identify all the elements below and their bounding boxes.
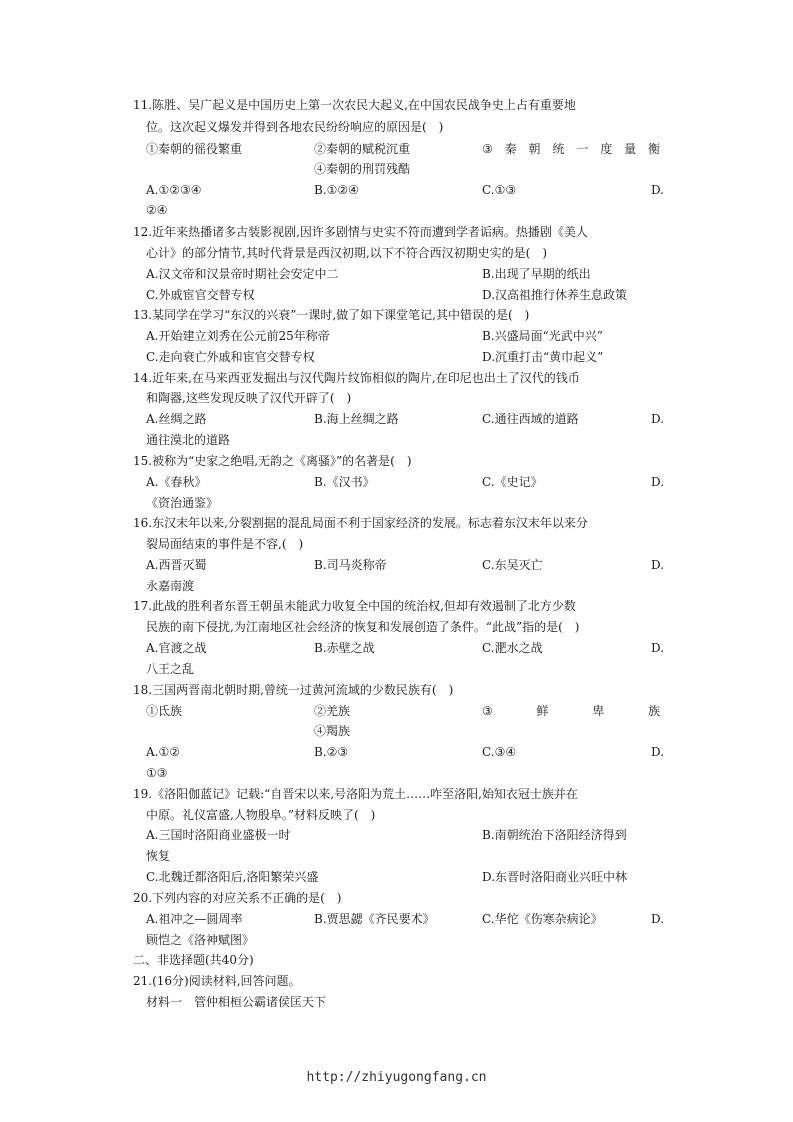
q11-statement-3-char: 量 [624,142,637,156]
q11-option-d-text: ②④ [146,203,168,217]
q12-option-b: B.出现了早期的纸出 [482,267,591,281]
q11-statement-3-char: 朝 [528,142,541,156]
q11-statement-3 [482,141,660,157]
q11-statement-2: ②秦朝的赋税沉重 [314,142,411,156]
q19-option-b: B.南朝统治下洛阳经济得到 [482,828,627,842]
q20-option-d: D. [651,912,665,926]
q15-option-d-text: 《资治通鉴》 [146,496,219,510]
q18-option-c: C.③④ [482,745,517,759]
q19-option-b-text: 恢复 [146,849,171,863]
q18-statement-2: ②羌族 [314,704,351,718]
q13-stem-line1: 13.某同学在学习“东汉的兴衰”一课时,做了如下课堂笔记,其中错误的是( ) [133,308,530,322]
q12-stem-line2: 心计》的部分情节,其时代背景是西汉初期,以下不符合西汉初期史实的是( ) [146,246,547,260]
q15-option-b: B.《汉书》 [314,475,375,489]
q18-option-b: B.②③ [314,745,349,759]
q16-option-b: B.司马炎称帝 [314,558,387,572]
q11-statement-3-char: 秦 [504,142,517,156]
q20-option-d-text: 顾恺之《洛神赋图》 [146,933,255,947]
q15-stem-line1: 15.被称为“史家之绝唱,无韵之《离骚》”的名著是( ) [133,454,412,468]
q20-stem-line1: 20.下列内容的对应关系不正确的是( ) [133,891,342,905]
q14-option-d: D. [651,412,665,426]
section-heading: 二、非选择题(共40分) [133,953,254,967]
q16-option-d: D. [651,558,665,572]
q18-statement-3-char: 鲜 [536,704,549,718]
q11-statement-3-char: 一 [576,142,589,156]
q15-option-a: A.《春秋》 [146,475,207,489]
q14-stem-line2: 和陶器,这些发现反映了汉代开辟了( ) [146,391,352,405]
q14-option-a: A.丝绸之路 [146,412,207,426]
q14-option-c: C.通往西域的道路 [482,412,579,426]
q21-material-1: 材料一 管仲相桓公霸诸侯匡天下 [146,995,327,1009]
q11-option-a: A.①②③④ [146,183,202,197]
q18-statement-1: ①氐族 [146,704,183,718]
site-url-footer[interactable]: http://zhiyugongfang.cn [306,1070,487,1085]
q17-option-c: C.淝水之战 [482,641,543,655]
q11-stem-line2: 位。这次起义爆发并得到各地农民纷纷响应的原因是( ) [146,120,444,134]
q20-option-c: C.华佗《伤寒杂病论》 [482,912,603,926]
q11-statement-3-char: ③ [482,142,493,156]
q18-statement-4: ④羯族 [314,724,351,738]
q16-option-a: A.西晋灭蜀 [146,558,207,572]
q11-option-d: D. [651,183,665,197]
q16-option-d-text: 永嘉南渡 [146,579,195,593]
q18-statement-3-char: ③ [482,704,493,718]
q17-stem-line2: 民族的南下侵扰,为江南地区社会经济的恢复和发展创造了条件。“此战”指的是( ) [146,620,580,634]
q19-stem-line2: 中原。礼仪富盛,人物殷阜。”材料反映了( ) [146,808,376,822]
q13-option-b: B.兴盛局面“光武中兴” [482,329,603,343]
q14-option-b: B.海上丝绸之路 [314,412,399,426]
q16-stem-line2: 裂局面结束的事件是不容,( ) [146,537,304,551]
q13-option-a: A.开始建立刘秀在公元前25年称帝 [146,329,330,343]
q17-option-b: B.赤壁之战 [314,641,375,655]
q14-option-d-text: 通往漠北的道路 [146,433,231,447]
q11-stem-line1: 11.陈胜、吴广起义是中国历史上第一次农民大起义,在中国农民战争史上占有重要地 [133,98,576,112]
q17-option-d: D. [651,641,665,655]
q14-stem-line1: 14.近年来,在马来西亚发掘出与汉代陶片纹饰相似的陶片,在印尼也出土了汉代的钱币 [133,371,580,385]
q12-option-a: A.汉文帝和汉景帝时期社会安定中二 [146,267,339,281]
q11-statement-3-char: 度 [600,142,613,156]
q18-statement-3 [482,703,660,719]
q20-option-b: B.贾思勰《齐民要术》 [314,912,435,926]
q15-option-d: D. [651,475,665,489]
q18-statement-3-char: 族 [647,704,660,718]
q19-stem-line1: 19.《洛阳伽蓝记》记载:“自晋宋以来,号洛阳为荒土……咋至洛阳,始知衣冠士族并在 [133,787,578,801]
q18-stem-line1: 18.三国两晋南北朝时期,曾统一过黄河流域的少数民族有( ) [133,683,454,697]
q17-stem-line1: 17.此战的胜利者东晋王朝虽未能武力收复全中国的统治权,但却有效遏制了北方少数 [133,599,576,613]
q12-option-d: D.汉高祖推行休养生息政策 [482,288,628,302]
q11-statement-3-char: 衡 [647,142,660,156]
q12-stem-line1: 12.近年来热播诸多古装影视剧,因许多剧情与史实不符而遭到学者诟病。热播剧《美人 [133,225,588,239]
q21-stem-line1: 21.(16分)阅读材料,回答问题。 [133,974,301,988]
q12-option-c: C.外戚宦官交替专权 [146,288,255,302]
q18-option-d: D. [651,745,665,759]
q11-option-b: B.①②④ [314,183,359,197]
q11-statement-4: ④秦朝的刑罚残酷 [314,162,411,176]
q20-option-a: A.祖冲之—圆周率 [146,912,243,926]
q19-option-a: A.三国时洛阳商业盛极一时 [146,828,291,842]
q19-option-d: D.东晋时洛阳商业兴旺中林 [482,870,628,884]
q18-option-d-text: ①③ [146,766,168,780]
q19-option-c: C.北魏迁都洛阳后,洛阳繁荣兴盛 [146,870,319,884]
q11-statement-3-char: 统 [552,142,565,156]
q13-option-d: D.沉重打击“黄巾起义” [482,350,604,364]
q17-option-a: A.官渡之战 [146,641,207,655]
q16-option-c: C.东吴灭亡 [482,558,543,572]
q18-option-a: A.①② [146,745,180,759]
q15-option-c: C.《史记》 [482,475,543,489]
q13-option-c: C.走向衰亡外戚和宦官交替专权 [146,350,315,364]
q11-statement-1: ①秦朝的徭役繁重 [146,142,243,156]
q17-option-d-text: 八王之乱 [146,662,195,676]
q18-statement-3-char: 卑 [592,704,605,718]
q11-option-c: C.①③ [482,183,517,197]
q16-stem-line1: 16.东汉末年以来,分裂割据的混乱局面不利于国家经济的发展。标志着东汉末年以来分 [133,516,588,530]
